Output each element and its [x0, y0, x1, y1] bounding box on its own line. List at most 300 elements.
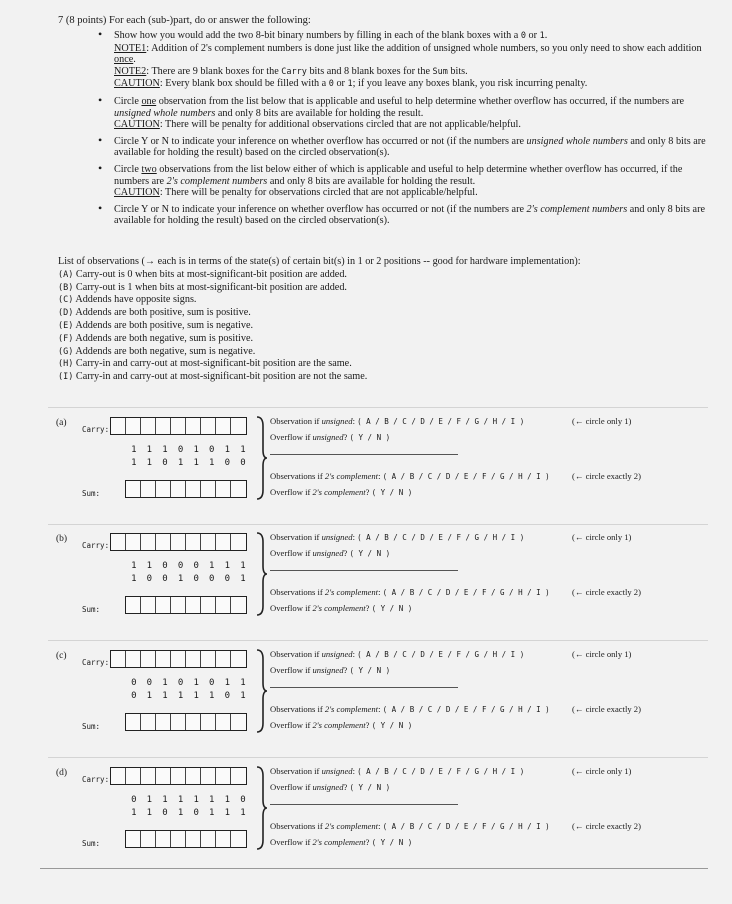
circle-one-note: (← circle only 1): [572, 766, 632, 776]
instruction-emphasis: one: [141, 95, 157, 107]
note-text: : There are 9 blank boxes for the: [146, 65, 282, 77]
carry-box[interactable]: [141, 534, 156, 550]
ovf-unsigned-em: unsigned: [312, 548, 344, 558]
carry-box[interactable]: [111, 768, 126, 784]
observation-text: Addends are both positive, sum is negative.: [75, 319, 254, 331]
instruction-item: [96, 136, 708, 159]
sum-box[interactable]: [126, 714, 141, 730]
bit-digit: 0: [224, 691, 231, 701]
yn-choice-unsigned[interactable]: ( Y / N ): [349, 666, 391, 675]
bit-digit: 1: [193, 678, 199, 688]
bit-digit: 1: [131, 445, 137, 455]
bit-digit: 1: [146, 795, 153, 805]
part-separator: [48, 524, 708, 525]
ovf-q: ?: [365, 487, 372, 497]
ovf-twos-em: 2's complement: [312, 603, 366, 613]
instruction-text: or: [526, 30, 540, 41]
ovf-unsigned-label: Overflow if: [270, 548, 313, 558]
observation-unsigned: [270, 416, 524, 426]
sum-boxes: [125, 830, 247, 848]
ovf-unsigned-label: Overflow if: [270, 432, 313, 442]
observation-item: [58, 371, 698, 384]
part-c: [48, 645, 708, 755]
observation-item: [58, 333, 698, 346]
obs-colon: :: [352, 416, 358, 426]
part-separator: [48, 757, 708, 758]
obs-colon: :: [378, 704, 383, 714]
observation-unsigned: [270, 649, 524, 659]
bit-digit: 0: [224, 574, 231, 584]
bit-digit: 0: [193, 808, 199, 818]
bit-digit: 1: [240, 574, 246, 584]
carry-box[interactable]: [201, 418, 216, 434]
overflow-twos: [270, 837, 412, 847]
instruction-list: [96, 30, 708, 232]
sum-box[interactable]: [231, 481, 246, 497]
overflow-unsigned: [270, 432, 390, 442]
observation-options-twos[interactable]: ( A / B / C / D / E / F / G / H / I ): [382, 705, 550, 714]
part-a: [48, 412, 708, 522]
obs-unsigned-label: Observation if: [270, 532, 322, 542]
sum-label: Sum:: [82, 489, 101, 498]
observation-text: Carry-out is 0 when bits at most-significant-bit position are added.: [75, 268, 347, 280]
bit-digit: 1: [162, 678, 168, 688]
part-separator: [48, 407, 708, 408]
sum-label: Sum:: [82, 605, 101, 614]
sum-label: Sum:: [82, 722, 101, 731]
bit-digit: 1: [209, 691, 215, 701]
observation-options-unsigned[interactable]: ( A / B / C / D / E / F / G / H / I ): [357, 650, 525, 659]
circle-one-note: (← circle only 1): [572, 416, 632, 426]
bit-digit: 1: [162, 691, 168, 701]
bit-digit: 0: [209, 445, 215, 455]
bit-digit: 1: [162, 445, 168, 455]
bit-digit: 0: [209, 678, 215, 688]
bit-digit: 0: [193, 561, 199, 571]
bit-digit: 1: [162, 795, 168, 805]
bit-digit: 1: [146, 808, 153, 818]
carry-box[interactable]: [141, 651, 156, 667]
right-brace-icon: [256, 532, 268, 616]
instruction-item: [96, 164, 708, 199]
observation-label: (A): [58, 269, 74, 280]
sum-boxes: [125, 713, 247, 731]
obs-colon: :: [378, 471, 383, 481]
overflow-unsigned: [270, 548, 390, 558]
sum-box[interactable]: [186, 481, 201, 497]
sum-box[interactable]: [201, 481, 216, 497]
observation-text: Addends are both negative, sum is positive.: [75, 332, 254, 344]
bit-digit: 0: [162, 458, 168, 468]
ovf-q: ?: [343, 432, 350, 442]
ovf-q: ?: [343, 548, 350, 558]
instruction-text: Circle: [114, 163, 142, 175]
carry-box[interactable]: [111, 651, 126, 667]
ovf-twos-em: 2's complement: [312, 837, 366, 847]
yn-choice-unsigned[interactable]: ( Y / N ): [349, 549, 391, 558]
carry-box[interactable]: [156, 651, 171, 667]
carry-box[interactable]: [111, 534, 126, 550]
obs-colon: :: [352, 649, 358, 659]
bit-digit: 0: [240, 795, 246, 805]
ovf-unsigned-label: Overflow if: [270, 665, 313, 675]
observation-text: Carry-in and carry-out at most-significant-bit position are not the same.: [75, 371, 368, 383]
ovf-q: ?: [365, 603, 372, 613]
sum-box[interactable]: [171, 597, 186, 613]
note-text: bits.: [447, 65, 468, 77]
bit-digit: 1: [224, 561, 231, 571]
sum-box[interactable]: [141, 831, 156, 847]
bit-digit: 1: [177, 691, 184, 701]
observation-text: Carry-in and carry-out at most-significant-bit position are the same.: [75, 358, 352, 370]
sum-box[interactable]: [156, 714, 171, 730]
instruction-text: and only 8 bits are available for holding the result) based on the circled observation(s).: [114, 135, 706, 159]
obs-unsigned-label: Observation if: [270, 416, 322, 426]
overflow-twos: [270, 603, 412, 613]
observation-item: [58, 269, 698, 282]
caution-text: ; if you leave any boxes blank, you risk incurring penalty.: [352, 78, 588, 90]
bit-digit: 0: [240, 458, 246, 468]
sum-box[interactable]: [201, 714, 216, 730]
bit-digit: 1: [209, 561, 215, 571]
sum-box[interactable]: [186, 597, 201, 613]
addend-b: [126, 691, 251, 701]
bit-digit: 1: [146, 561, 153, 571]
overflow-twos: [270, 487, 412, 497]
obs-twos-label: Observations if: [270, 704, 325, 714]
sum-box[interactable]: [231, 597, 246, 613]
bit-digit: 1: [240, 561, 246, 571]
divider-line: [270, 804, 458, 805]
note-text: bits and 8 blank boxes for the: [306, 65, 433, 77]
sum-box[interactable]: [216, 831, 231, 847]
instruction-text: Circle: [114, 95, 142, 107]
bit-digit: 0: [131, 795, 137, 805]
overflow-unsigned: [270, 665, 390, 675]
carry-box[interactable]: [216, 418, 231, 434]
sum-boxes: [125, 596, 247, 614]
bit-zero: 0: [328, 79, 334, 90]
observation-options-unsigned[interactable]: ( A / B / C / D / E / F / G / H / I ): [357, 417, 525, 426]
carry-box[interactable]: [111, 418, 126, 434]
bit-digit: 1: [209, 458, 215, 468]
observation-text: Addends are both positive, sum is positive.: [75, 307, 251, 319]
ovf-twos-em: 2's complement: [312, 720, 366, 730]
sum-box[interactable]: [171, 481, 186, 497]
obs-twos-label: Observations if: [270, 587, 325, 597]
bit-one: 1: [539, 31, 545, 41]
bit-digit: 0: [177, 445, 184, 455]
carry-box[interactable]: [141, 418, 156, 434]
sum-box[interactable]: [171, 714, 186, 730]
observation-item: [58, 282, 698, 295]
carry-box[interactable]: [171, 534, 186, 550]
bit-digit: 1: [240, 445, 246, 455]
carry-box[interactable]: [186, 768, 201, 784]
carry-box[interactable]: [201, 651, 216, 667]
ovf-twos-label: Overflow if: [270, 603, 313, 613]
instruction-item: [96, 96, 708, 131]
carry-box[interactable]: [126, 768, 141, 784]
obs-twos-label: Observations if: [270, 471, 325, 481]
obs-unsigned-em: unsigned: [321, 649, 353, 659]
carry-box[interactable]: [126, 418, 141, 434]
carry-box[interactable]: [156, 534, 171, 550]
addend-b: [126, 458, 251, 468]
bit-one: 1: [347, 79, 353, 90]
carry-box[interactable]: [186, 651, 201, 667]
circle-two-note: (← circle exactly 2): [572, 704, 641, 714]
instruction-text: and only 8 bits are available for holding the result.: [215, 107, 424, 119]
ovf-unsigned-em: unsigned: [312, 782, 344, 792]
sum-box[interactable]: [231, 831, 246, 847]
sum-box[interactable]: [126, 481, 141, 497]
carry-box[interactable]: [216, 768, 231, 784]
carry-word: Carry: [281, 66, 307, 77]
carry-box[interactable]: [171, 418, 186, 434]
observation-item: [58, 294, 698, 307]
obs-twos-em: 2's complement: [324, 821, 379, 831]
ovf-unsigned-em: unsigned: [312, 665, 344, 675]
carry-box[interactable]: [171, 651, 186, 667]
caution-text: : There will be penalty for additional observations circled that are not applicable/helpful.: [159, 119, 521, 131]
observation-text: Addends have opposite signs.: [75, 294, 197, 306]
obs-twos-em: 2's complement: [324, 587, 379, 597]
bit-digit: 1: [177, 574, 184, 584]
obs-twos-em: 2's complement: [324, 471, 379, 481]
carry-label: Carry:: [82, 541, 110, 550]
bit-digit: 1: [209, 795, 215, 805]
divider-line: [270, 570, 458, 571]
observation-item: [58, 358, 698, 371]
yn-choice-twos[interactable]: ( Y / N ): [371, 604, 413, 613]
bit-digit: 1: [240, 678, 246, 688]
ovf-unsigned-label: Overflow if: [270, 782, 313, 792]
obs-colon: :: [378, 587, 383, 597]
instruction-text: and only 8 bits are available for holding the result) based on the circled observation(s).: [114, 203, 705, 227]
observation-text: Addends are both negative, sum is negative.: [75, 345, 256, 357]
bit-digit: 0: [224, 458, 231, 468]
yn-choice-unsigned[interactable]: ( Y / N ): [349, 783, 391, 792]
circle-one-note: (← circle only 1): [572, 532, 632, 542]
sum-box[interactable]: [231, 714, 246, 730]
bit-digit: 1: [146, 458, 153, 468]
observation-options-twos[interactable]: ( A / B / C / D / E / F / G / H / I ): [382, 822, 550, 831]
sum-box[interactable]: [216, 481, 231, 497]
ovf-twos-em: 2's complement: [312, 487, 366, 497]
question-header: 7 (8 points) For each (sub-)part, do or answer the following:: [58, 15, 311, 26]
bit-digit: 0: [146, 574, 153, 584]
bit-zero: 0: [520, 31, 526, 41]
carry-label: Carry:: [82, 425, 110, 434]
observation-label: (E): [58, 320, 74, 331]
carry-box[interactable]: [231, 534, 246, 550]
observation-text: Carry-out is 1 when bits at most-significant-bit position are added.: [75, 281, 347, 293]
sum-box[interactable]: [171, 831, 186, 847]
ovf-twos-label: Overflow if: [270, 720, 313, 730]
carry-box[interactable]: [201, 768, 216, 784]
obs-colon: :: [378, 821, 383, 831]
bit-digit: 1: [146, 445, 153, 455]
overflow-twos: [270, 720, 412, 730]
part-label: (b): [56, 534, 68, 544]
sum-box[interactable]: [156, 597, 171, 613]
addend-b: [126, 808, 251, 818]
part-label: (d): [56, 768, 68, 778]
overflow-unsigned: [270, 782, 390, 792]
obs-twos-label: Observations if: [270, 821, 325, 831]
bit-digit: 0: [146, 678, 153, 688]
note-label: NOTE2: [114, 65, 147, 77]
sum-box[interactable]: [156, 481, 171, 497]
instruction-item: [96, 204, 708, 227]
bit-digit: 1: [193, 458, 199, 468]
observation-item: [58, 320, 698, 333]
instruction-emphasis: two: [141, 163, 157, 175]
instruction-text: observation from the list below that is applicable and useful to help determine whether overflow has occurred, if the numbers are: [156, 95, 685, 107]
carry-boxes: [110, 533, 247, 551]
observation-unsigned: [270, 532, 524, 542]
observation-options-unsigned[interactable]: ( A / B / C / D / E / F / G / H / I ): [357, 533, 525, 542]
bit-digit: 1: [193, 445, 199, 455]
bit-digit: 0: [193, 574, 199, 584]
bit-digit: 0: [131, 691, 137, 701]
carry-box[interactable]: [141, 768, 156, 784]
carry-boxes: [110, 767, 247, 785]
observation-label: (G): [58, 346, 74, 357]
bit-digit: 0: [177, 678, 184, 688]
observation-label: (C): [58, 295, 74, 306]
divider-line: [270, 454, 458, 455]
sum-box[interactable]: [201, 597, 216, 613]
sum-word: Sum: [432, 66, 448, 77]
carry-box[interactable]: [156, 418, 171, 434]
right-brace-icon: [256, 766, 268, 850]
carry-box[interactable]: [126, 651, 141, 667]
sum-box[interactable]: [141, 597, 156, 613]
addend-a: [126, 678, 251, 688]
obs-colon: :: [352, 532, 358, 542]
ovf-q: ?: [343, 782, 350, 792]
obs-unsigned-em: unsigned: [321, 766, 353, 776]
instruction-text: Circle Y or N to indicate your inference on whether overflow has occurred or not (if the numbers are: [114, 203, 527, 215]
instruction-text: and only 8 bits are available for holding the result.: [267, 175, 476, 187]
carry-box[interactable]: [186, 418, 201, 434]
circle-two-note: (← circle exactly 2): [572, 587, 641, 597]
sum-label: Sum:: [82, 839, 101, 848]
observation-options-twos[interactable]: ( A / B / C / D / E / F / G / H / I ): [382, 472, 550, 481]
observation-item: [58, 307, 698, 320]
carry-box[interactable]: [216, 651, 231, 667]
carry-box[interactable]: [186, 534, 201, 550]
addend-a: [126, 561, 251, 571]
bit-digit: 1: [240, 808, 246, 818]
note-label: NOTE1: [114, 42, 147, 54]
observation-label: (I): [58, 372, 74, 383]
yn-choice-twos[interactable]: ( Y / N ): [371, 488, 413, 497]
carry-box[interactable]: [171, 768, 186, 784]
bit-digit: 1: [224, 445, 231, 455]
carry-box[interactable]: [231, 651, 246, 667]
sum-box[interactable]: [156, 831, 171, 847]
bit-digit: 1: [177, 808, 184, 818]
instruction-italic: 2's complement numbers: [526, 203, 628, 215]
caution-text: : Every blank box should be filled with a: [159, 78, 329, 90]
bit-digit: 1: [131, 458, 137, 468]
sum-box[interactable]: [126, 597, 141, 613]
bit-digit: 0: [162, 561, 168, 571]
instruction-text: Circle Y or N to indicate your inference on whether overflow has occurred or not (if the numbers are: [114, 135, 527, 147]
footer-rule: [40, 868, 708, 869]
carry-box[interactable]: [216, 534, 231, 550]
addend-b: [126, 574, 251, 584]
obs-unsigned-label: Observation if: [270, 649, 322, 659]
bit-digit: 1: [177, 795, 184, 805]
bit-digit: 1: [146, 691, 153, 701]
sum-box[interactable]: [216, 714, 231, 730]
part-b: [48, 528, 708, 638]
sum-box[interactable]: [186, 831, 201, 847]
right-brace-icon: [256, 649, 268, 733]
instruction-italic: unsigned whole numbers: [526, 135, 628, 147]
addend-a: [126, 795, 251, 805]
carry-box[interactable]: [201, 534, 216, 550]
instruction-item: [96, 30, 708, 91]
divider-line: [270, 687, 458, 688]
yn-choice-unsigned[interactable]: ( Y / N ): [349, 433, 391, 442]
yn-choice-twos[interactable]: ( Y / N ): [371, 838, 413, 847]
part-d: [48, 762, 708, 872]
note-emphasis: once: [114, 54, 134, 66]
carry-box[interactable]: [231, 418, 246, 434]
observation-options-unsigned[interactable]: ( A / B / C / D / E / F / G / H / I ): [357, 767, 525, 776]
observation-twos: [270, 821, 550, 831]
bit-digit: 0: [131, 678, 137, 688]
observation-options-twos[interactable]: ( A / B / C / D / E / F / G / H / I ): [382, 588, 550, 597]
ovf-twos-label: Overflow if: [270, 837, 313, 847]
observation-intro: List of observations (→ each is in terms of the state(s) of certain bit(s) in 1 or 2 positions -- good for hardware implementation):: [58, 256, 581, 267]
bit-digit: 0: [162, 574, 168, 584]
ovf-q: ?: [343, 665, 350, 675]
carry-boxes: [110, 650, 247, 668]
yn-choice-twos[interactable]: ( Y / N ): [371, 721, 413, 730]
sum-box[interactable]: [126, 831, 141, 847]
carry-box[interactable]: [231, 768, 246, 784]
carry-box[interactable]: [156, 768, 171, 784]
sum-box[interactable]: [201, 831, 216, 847]
observation-unsigned: [270, 766, 524, 776]
caution-text: or: [333, 78, 348, 90]
addend-a: [126, 445, 251, 455]
caution-label: CAUTION: [114, 78, 160, 90]
note-text: : Addition of 2's complement numbers is done just like the addition of unsigned whole numbers, so you only need to show each addition: [146, 42, 702, 54]
sum-box[interactable]: [141, 481, 156, 497]
obs-twos-em: 2's complement: [324, 704, 379, 714]
circle-one-note: (← circle only 1): [572, 649, 632, 659]
carry-box[interactable]: [126, 534, 141, 550]
observation-label: (B): [58, 282, 74, 293]
part-label: (c): [56, 651, 67, 661]
observation-twos: [270, 704, 550, 714]
obs-unsigned-em: unsigned: [321, 416, 353, 426]
sum-boxes: [125, 480, 247, 498]
sum-box[interactable]: [141, 714, 156, 730]
sum-box[interactable]: [186, 714, 201, 730]
caution-text: : There will be penalty for observations circled that are not applicable/helpful.: [159, 187, 478, 199]
bit-digit: 1: [224, 678, 231, 688]
sum-box[interactable]: [216, 597, 231, 613]
bit-digit: 1: [224, 808, 231, 818]
